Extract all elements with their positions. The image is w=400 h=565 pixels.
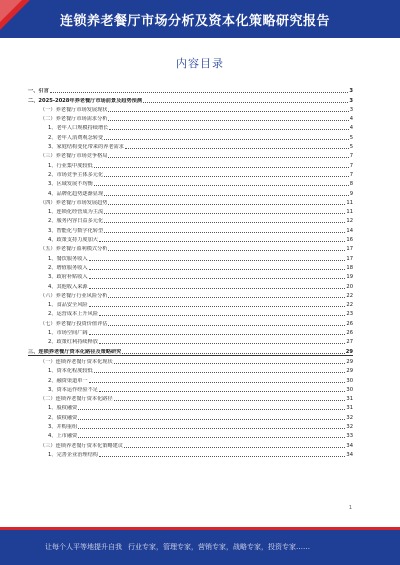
toc-entry[interactable] (28, 393, 353, 402)
footer-red-stripe (0, 527, 400, 530)
toc-entry[interactable] (28, 365, 353, 374)
footer-slogan: 让每个人平等地提升自我 (45, 543, 122, 551)
toc-entry-page: 14 (346, 227, 353, 234)
toc-entry-page: 7 (349, 162, 353, 169)
toc-entry-text: 一、引言 (28, 88, 49, 95)
toc-entry-page: 16 (346, 237, 353, 244)
toc-leader-dots (99, 343, 345, 344)
toc-entry-text: 3、并购重组 (48, 423, 78, 430)
toc-entry-text: 2、融资渠道单一 (48, 377, 88, 384)
toc-entry-text: 1、完善企业治理结构 (48, 451, 98, 458)
toc-leader-dots (89, 278, 346, 279)
toc-entry-page: 27 (346, 339, 353, 346)
toc-entry-page: 7 (349, 171, 353, 178)
toc-entry[interactable] (28, 94, 353, 103)
toc-entry-text: 1、老年人口规模持续增长 (48, 125, 109, 132)
toc-entry-text: 2、老年人消费观念转变 (48, 134, 104, 141)
toc-entry[interactable] (28, 159, 353, 168)
toc-entry-page: 7 (349, 153, 353, 160)
toc-entry-page: 31 (346, 405, 353, 412)
toc-entry-page: 9 (349, 190, 353, 197)
toc-leader-dots (89, 382, 346, 383)
toc-entry[interactable] (28, 374, 353, 383)
toc-entry-text: 4、政策支持力度加大 (48, 237, 98, 244)
toc-entry[interactable] (28, 262, 353, 271)
toc-entry-page: 26 (346, 320, 353, 327)
toc-entry-text: 1、资本化程度较低 (48, 368, 93, 375)
toc-entry[interactable] (28, 421, 353, 430)
toc-entry-text: 1、餐饮服务收入 (48, 255, 88, 262)
toc-leader-dots (78, 409, 345, 410)
toc-leader-dots (89, 260, 346, 261)
toc-entry-text: 3、家庭结构变化带来的养老需求 (48, 144, 124, 151)
toc-leader-dots (104, 222, 345, 223)
toc-entry-page: 29 (346, 358, 353, 365)
toc-entry-page: 30 (346, 377, 353, 384)
toc-entry[interactable] (28, 197, 353, 206)
header-corner-highlight (0, 0, 22, 22)
toc-leader-dots (78, 437, 345, 438)
toc-entry-text: 1、市场空间广阔 (48, 330, 88, 337)
toc-entry-page: 30 (346, 386, 353, 393)
toc-entry-page: 4 (349, 116, 353, 123)
toc-entry-page: 33 (346, 433, 353, 440)
toc-entry-page: 17 (346, 246, 353, 253)
toc-entry[interactable] (28, 252, 353, 261)
toc-leader-dots (94, 372, 346, 373)
toc-entry-text: （二）养老餐厅市场需求分析 (40, 116, 108, 123)
toc-entry-text: 2、运营成本上升风险 (48, 311, 98, 318)
toc-entry-page: 5 (349, 144, 353, 151)
toc-entry[interactable] (28, 345, 353, 355)
toc-entry-page: 34 (346, 451, 353, 458)
toc-entry-page: 3 (349, 106, 353, 113)
toc-entry-text: 2、政策红利持续释放 (48, 339, 98, 346)
toc-entry-page: 3 (349, 97, 353, 104)
toc-entry-text: 三、连锁养老餐厅资本化路径及策略研究 (28, 348, 122, 355)
toc-leader-dots (108, 157, 348, 158)
toc-entry-text: 2、债权融资 (48, 414, 78, 421)
toc-leader-dots (104, 195, 349, 196)
toc-entry[interactable] (28, 271, 353, 280)
toc-entry-text: 4、品牌化趋势逐渐显现 (48, 190, 104, 197)
toc-leader-dots (125, 148, 349, 149)
toc-entry[interactable] (28, 141, 353, 150)
toc-entry[interactable] (28, 384, 353, 393)
toc-entry-page: 34 (346, 442, 353, 449)
toc-entry-page: 17 (346, 255, 353, 262)
toc-entry-page: 26 (346, 330, 353, 337)
toc-entry[interactable] (28, 308, 353, 317)
toc-entry-text: （三）连锁养老餐厅资本化策略建议 (40, 442, 124, 449)
toc-entry[interactable] (28, 122, 353, 131)
toc-entry[interactable] (28, 224, 353, 233)
toc-entry[interactable] (28, 187, 353, 196)
report-title: 连锁养老餐厅市场分析及资本化策略研究报告 (60, 14, 331, 29)
toc-entry-text: （一）连锁养老餐厅资本化现状 (40, 358, 113, 365)
toc-entry[interactable] (28, 430, 353, 439)
toc-leader-dots (108, 111, 348, 112)
toc-entry[interactable] (28, 243, 353, 252)
toc-leader-dots (114, 400, 346, 401)
toc-entry-page: 11 (346, 209, 353, 216)
toc-leader-dots (89, 334, 346, 335)
toc-entry[interactable] (28, 215, 353, 224)
toc-leader-dots (94, 185, 349, 186)
footer-expert-list: 行业专家，管理专家，营销专家，战略专家，投资专家…… (128, 543, 310, 551)
toc-entry-page: 31 (346, 396, 353, 403)
toc-entry-page: 20 (346, 283, 353, 290)
toc-leader-dots (108, 297, 345, 298)
toc-entry[interactable] (28, 449, 353, 458)
toc-entry-page: 32 (346, 414, 353, 421)
toc-leader-dots (108, 204, 345, 205)
toc-entry[interactable] (28, 169, 353, 178)
toc-leader-dots (78, 428, 345, 429)
toc-entry-text: 1、食品安全风险 (48, 302, 88, 309)
toc-leader-dots (89, 288, 346, 289)
toc-entry-text: 2、增值服务收入 (48, 264, 88, 271)
toc-entry-text: （二）连锁养老餐厅资本化路径 (40, 396, 113, 403)
toc-entry-text: （四）养老餐厅市场发展趋势 (40, 199, 108, 206)
toc-entry[interactable] (28, 317, 353, 326)
toc-leader-dots (99, 391, 345, 392)
toc-entry-page: 8 (349, 181, 353, 188)
toc-leader-dots (104, 176, 349, 177)
toc-entry-text: 4、其他收入来源 (48, 283, 88, 290)
toc-leader-dots (89, 269, 346, 270)
toc-entry-text: （三）养老餐厅市场竞争格局 (40, 153, 108, 160)
toc-entry-text: （六）养老餐厅行业风险分析 (40, 292, 108, 299)
toc-entry-page: 3 (349, 88, 353, 95)
toc-leader-dots (99, 456, 345, 457)
toc-entry[interactable] (28, 299, 353, 308)
toc-entry-page: 22 (346, 302, 353, 309)
toc-leader-dots (104, 213, 345, 214)
toc-entry-page: 11 (346, 199, 353, 206)
report-header (0, 0, 400, 38)
toc-entry[interactable] (28, 336, 353, 345)
toc-entry-page: 18 (346, 264, 353, 271)
toc-entry[interactable] (28, 356, 353, 365)
toc-entry[interactable] (28, 113, 353, 122)
toc-entry-text: 二、2025-2028年养老餐厅市场前景及趋势预测 (28, 97, 143, 104)
toc-leader-dots (108, 250, 345, 251)
toc-leader-dots (104, 232, 345, 233)
toc-leader-dots (122, 353, 344, 354)
toc-entry[interactable] (28, 402, 353, 411)
toc-leader-dots (143, 102, 348, 103)
report-footer (0, 527, 400, 565)
toc-entry-page: 29 (345, 348, 353, 355)
toc-entry-text: （五）养老餐厅盈利模式分析 (40, 246, 108, 253)
toc-leader-dots (124, 447, 345, 448)
toc-entry[interactable] (28, 104, 353, 113)
toc-entry-text: 3、资本运作经验不足 (48, 386, 98, 393)
toc-leader-dots (109, 129, 348, 130)
toc-leader-dots (89, 306, 346, 307)
toc-entry-text: 4、上市融资 (48, 433, 78, 440)
toc-entry-text: （一）养老餐厅市场发展现状 (40, 106, 108, 113)
toc-leader-dots (108, 325, 345, 326)
toc-entry[interactable] (28, 234, 353, 243)
toc-entry-page: 4 (349, 125, 353, 132)
toc-entry-text: 3、智能化与数字化转型 (48, 227, 104, 234)
toc-entry[interactable] (28, 280, 353, 289)
toc-leader-dots (104, 139, 349, 140)
toc-entry-page: 29 (346, 368, 353, 375)
toc-leader-dots (50, 92, 349, 93)
toc-entry-page: 32 (346, 423, 353, 430)
toc-entry[interactable] (28, 411, 353, 420)
toc-entry[interactable] (28, 131, 353, 140)
toc-entry-text: 1、股权融资 (48, 405, 78, 412)
toc-entry-text: 2、市场竞争主体多元化 (48, 171, 104, 178)
toc-entry-page: 22 (346, 292, 353, 299)
toc-entry-text: （七）养老餐厅投资价值评估 (40, 320, 108, 327)
toc-leader-dots (94, 167, 349, 168)
toc-entry[interactable] (28, 327, 353, 336)
page-number: 1 (348, 505, 352, 511)
toc-entry-page: 5 (349, 134, 353, 141)
toc-heading: 内容目录 (176, 57, 224, 70)
toc-entry[interactable] (28, 150, 353, 159)
toc-entry[interactable] (28, 290, 353, 299)
toc-entry[interactable] (28, 206, 353, 215)
toc-entry-text: 3、政府补贴收入 (48, 274, 88, 281)
table-of-contents (28, 85, 353, 458)
toc-leader-dots (99, 315, 345, 316)
toc-entry[interactable] (28, 178, 353, 187)
toc-entry-text: 1、行业集中度较低 (48, 162, 93, 169)
toc-leader-dots (114, 363, 346, 364)
toc-entry-page: 19 (346, 274, 353, 281)
toc-entry-page: 23 (346, 311, 353, 318)
toc-entry-text: 3、区域发展不均衡 (48, 181, 93, 188)
toc-entry-page: 12 (346, 218, 353, 225)
toc-leader-dots (99, 241, 345, 242)
toc-leader-dots (78, 419, 345, 420)
toc-entry-text: 1、连锁化经营成为主流 (48, 209, 104, 216)
toc-entry[interactable] (28, 439, 353, 448)
toc-entry-text: 2、服务内容日益多元化 (48, 218, 104, 225)
toc-leader-dots (108, 120, 348, 121)
toc-entry[interactable] (28, 85, 353, 94)
